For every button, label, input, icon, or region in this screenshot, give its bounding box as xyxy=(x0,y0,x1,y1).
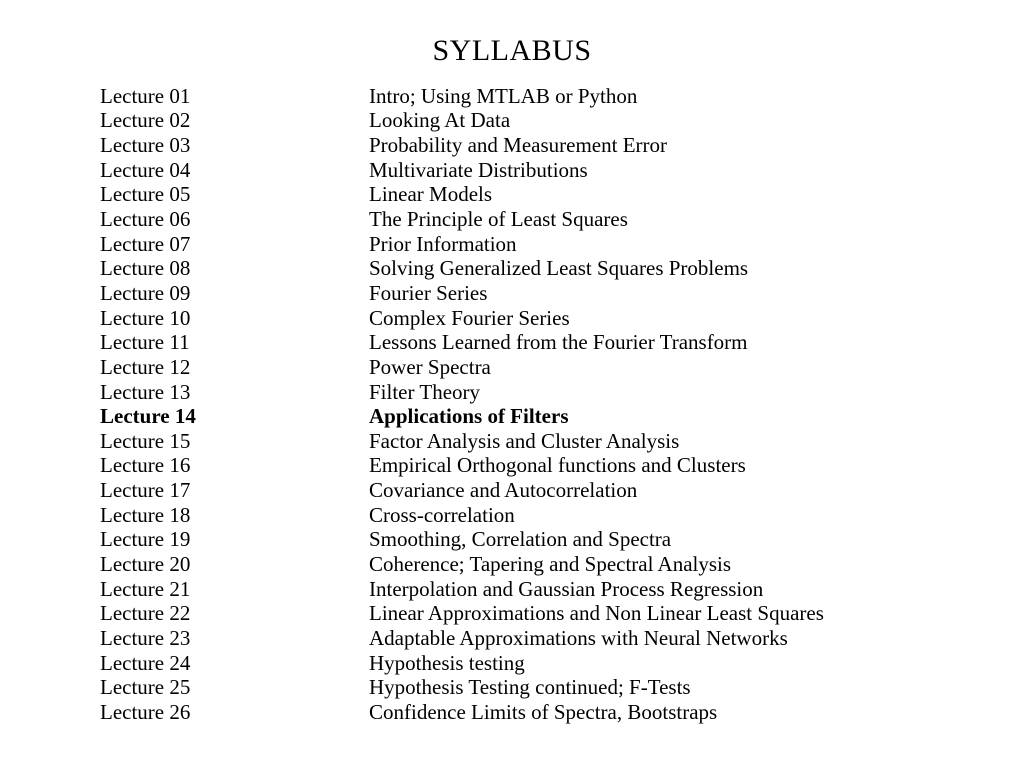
lecture-row xyxy=(100,404,980,429)
lecture-row xyxy=(100,478,980,503)
lecture-topic: Factor Analysis and Cluster Analysis xyxy=(369,428,680,453)
lecture-topic: Cross-correlation xyxy=(369,502,515,527)
lecture-row xyxy=(100,601,980,626)
lecture-topic: Confidence Limits of Spectra, Bootstraps xyxy=(369,699,718,724)
lecture-number: Lecture 09 xyxy=(100,280,191,305)
lecture-number: Lecture 11 xyxy=(100,330,190,355)
lecture-topic: Linear Approximations and Non Linear Least Squares xyxy=(369,601,824,626)
lecture-topic: Empirical Orthogonal functions and Clusters xyxy=(369,453,746,478)
lecture-topic: Looking At Data xyxy=(369,108,511,133)
lecture-row xyxy=(100,651,980,676)
lecture-number: Lecture 13 xyxy=(100,379,191,404)
lecture-list xyxy=(100,84,980,725)
lecture-row xyxy=(100,528,980,553)
lecture-row xyxy=(100,503,980,528)
lecture-row xyxy=(100,700,980,725)
lecture-row xyxy=(100,355,980,380)
lecture-number: Lecture 24 xyxy=(100,650,191,675)
lecture-topic: Lessons Learned from the Fourier Transform xyxy=(369,330,748,355)
lecture-topic: Smoothing, Correlation and Spectra xyxy=(369,527,672,552)
lecture-number: Lecture 14 xyxy=(100,404,196,429)
lecture-topic: Power Spectra xyxy=(369,354,491,379)
lecture-row xyxy=(100,109,980,134)
lecture-row xyxy=(100,133,980,158)
lecture-topic: Complex Fourier Series xyxy=(369,305,570,330)
lecture-number: Lecture 17 xyxy=(100,478,191,503)
lecture-row xyxy=(100,84,980,109)
lecture-row xyxy=(100,552,980,577)
lecture-number: Lecture 10 xyxy=(100,305,191,330)
lecture-row xyxy=(100,256,980,281)
lecture-row xyxy=(100,675,980,700)
lecture-topic: Interpolation and Gaussian Process Regression xyxy=(369,576,764,601)
lecture-topic: Covariance and Autocorrelation xyxy=(369,478,638,503)
lecture-row xyxy=(100,577,980,602)
lecture-topic: Coherence; Tapering and Spectral Analysis xyxy=(369,552,732,576)
lecture-topic: Filter Theory xyxy=(369,379,481,404)
lecture-topic: Applications of Filters xyxy=(369,404,569,429)
lecture-number: Lecture 23 xyxy=(100,625,191,650)
lecture-topic: Solving Generalized Least Squares Problems xyxy=(369,256,749,281)
lecture-row xyxy=(100,158,980,183)
lecture-number: Lecture 16 xyxy=(100,453,191,478)
lecture-number: Lecture 06 xyxy=(100,207,191,232)
lecture-number: Lecture 20 xyxy=(100,552,191,576)
lecture-number: Lecture 05 xyxy=(100,182,191,207)
lecture-row xyxy=(100,454,980,479)
lecture-number: Lecture 04 xyxy=(100,157,191,182)
lecture-topic: Prior Information xyxy=(369,231,517,256)
lecture-number: Lecture 22 xyxy=(100,601,191,626)
lecture-number: Lecture 21 xyxy=(100,576,191,601)
lecture-number: Lecture 01 xyxy=(100,83,191,108)
lecture-number: Lecture 18 xyxy=(100,502,191,527)
lecture-number: Lecture 08 xyxy=(100,256,191,281)
lecture-number: Lecture 03 xyxy=(100,133,191,158)
page-title: SYLLABUS xyxy=(432,34,592,67)
lecture-topic: Intro; Using MTLAB or Python xyxy=(369,83,638,108)
lecture-row xyxy=(100,183,980,208)
lecture-topic: The Principle of Least Squares xyxy=(369,207,628,232)
lecture-topic: Probability and Measurement Error xyxy=(369,133,667,158)
lecture-topic: Fourier Series xyxy=(369,280,488,305)
lecture-row xyxy=(100,306,980,331)
lecture-number: Lecture 15 xyxy=(100,428,191,453)
lecture-topic: Adaptable Approximations with Neural Networks xyxy=(369,625,788,650)
lecture-number: Lecture 25 xyxy=(100,675,191,700)
lecture-row xyxy=(100,330,980,355)
lecture-row xyxy=(100,232,980,257)
lecture-number: Lecture 12 xyxy=(100,354,191,379)
lecture-topic: Hypothesis Testing continued; F-Tests xyxy=(369,675,691,700)
lecture-number: Lecture 02 xyxy=(100,108,191,133)
lecture-row xyxy=(100,380,980,405)
lecture-topic: Linear Models xyxy=(369,182,493,207)
lecture-number: Lecture 19 xyxy=(100,527,191,552)
lecture-topic: Multivariate Distributions xyxy=(369,157,588,182)
lecture-row xyxy=(100,281,980,306)
lecture-number: Lecture 26 xyxy=(100,699,191,724)
lecture-row xyxy=(100,429,980,454)
lecture-number: Lecture 07 xyxy=(100,231,191,256)
lecture-row xyxy=(100,626,980,651)
lecture-row xyxy=(100,207,980,232)
lecture-topic: Hypothesis testing xyxy=(369,650,525,675)
